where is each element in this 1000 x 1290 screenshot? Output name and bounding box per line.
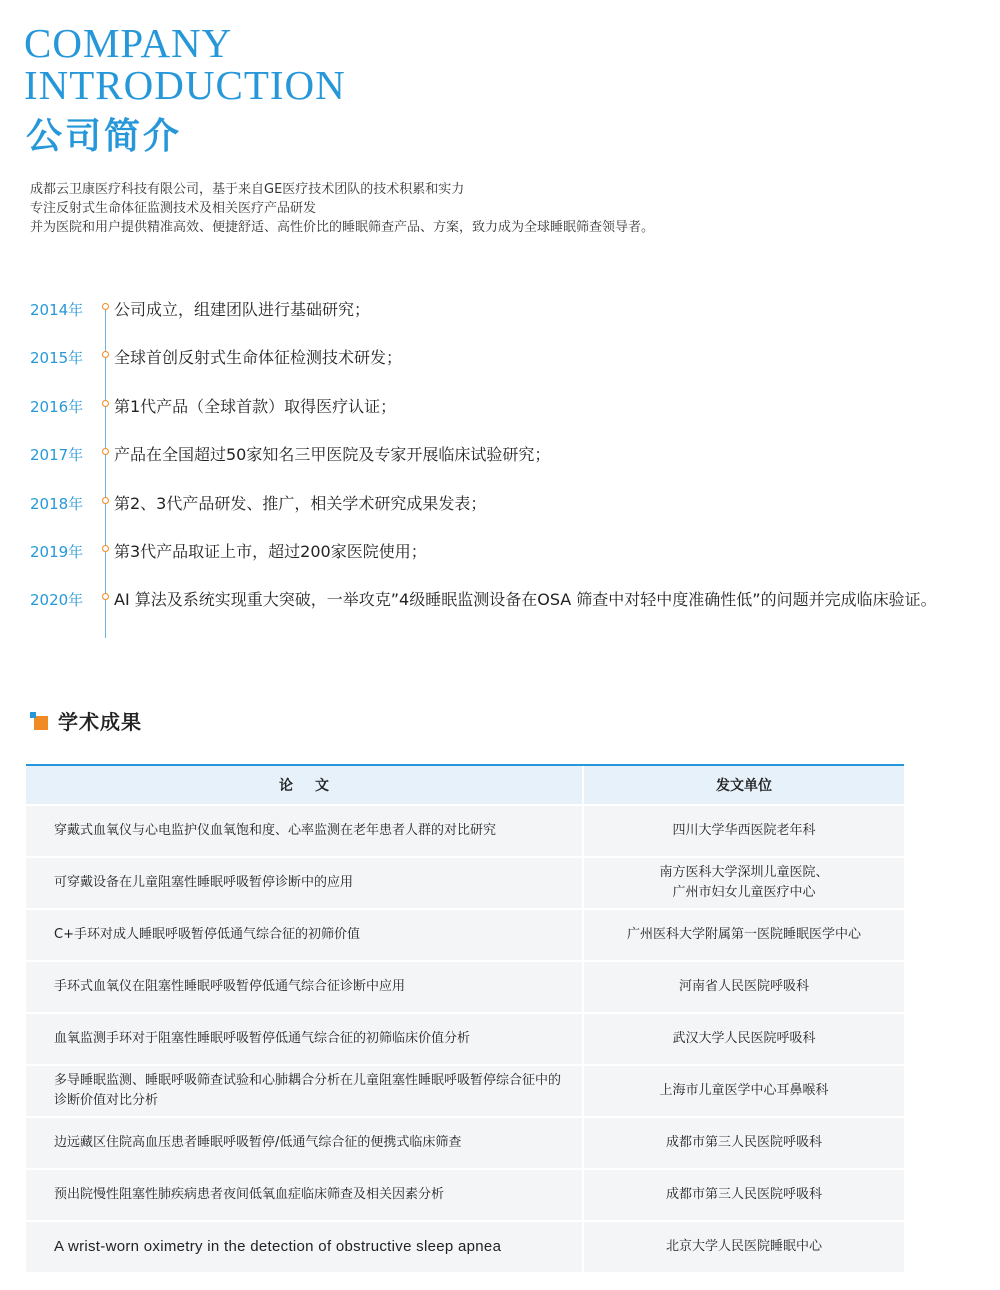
table-row [26, 960, 904, 1012]
paper-title: 手环式血氧仪在阻塞性睡眠呼吸暂停低通气综合征诊断中应用 [26, 960, 584, 1012]
title-en-line1: COMPANY [24, 20, 233, 66]
title-cn: 公司简介 [26, 116, 183, 157]
paper-unit: 南方医科大学深圳儿童医院、 广州市妇女儿童医疗中心 [584, 856, 904, 908]
timeline-dot-icon [102, 351, 109, 358]
timeline-dot-icon [102, 545, 109, 552]
column-header-unit: 发文单位 [584, 766, 904, 804]
timeline-text: 公司成立，组建团队进行基础研究； [114, 300, 371, 319]
timeline-dot-icon [102, 303, 109, 310]
table-row [26, 908, 904, 960]
intro-paragraph [30, 180, 654, 237]
paper-title: A wrist-worn oximetry in the detection of obstructive sleep apnea [26, 1220, 584, 1272]
intro-line: 专注反射式生命体征监测技术及相关医疗产品研发 [30, 201, 317, 216]
timeline-text: 产品在全国超过50家知名三甲医院及专家开展临床试验研究； [114, 445, 551, 464]
paper-title: C+手环对成人睡眠呼吸暂停低通气综合征的初筛价值 [26, 908, 584, 960]
intro-line: 并为医院和用户提供精准高效、便捷舒适、高性价比的睡眠筛查产品、方案，致力成为全球睡眠筛查领导者。 [30, 220, 655, 235]
table-row [26, 1116, 904, 1168]
timeline-year: 2019年 [30, 543, 84, 561]
paper-title: 多导睡眠监测、睡眠呼吸筛查试验和心肺耦合分析在儿童阻塞性睡眠呼吸暂停综合征中的诊断价值对比分析 [26, 1064, 584, 1116]
timeline-text: 第3代产品取证上市，超过200家医院使用； [114, 542, 427, 561]
intro-line: 成都云卫康医疗科技有限公司，基于来自GE医疗技术团队的技术积累和实力 [30, 182, 465, 197]
timeline-dot-icon [102, 593, 109, 600]
paper-unit: 北京大学人民医院睡眠中心 [584, 1220, 904, 1272]
timeline-text: AI 算法及系统实现重大突破，一举攻克”4级睡眠监测设备在OSA 筛查中对轻中度准确性低”的问题并完成临床验证。 [114, 590, 937, 609]
paper-unit: 广州医科大学附属第一医院睡眠医学中心 [584, 908, 904, 960]
paper-title: 可穿戴设备在儿童阻塞性睡眠呼吸暂停诊断中的应用 [26, 856, 584, 908]
table-row [26, 1012, 904, 1064]
timeline-year: 2017年 [30, 446, 84, 464]
timeline-text: 全球首创反射式生命体征检测技术研发； [114, 348, 403, 367]
timeline-text: 第2、3代产品研发、推广，相关学术研究成果发表； [114, 494, 487, 513]
timeline-year: 2016年 [30, 398, 84, 416]
column-header-paper: 论文 [26, 766, 584, 804]
paper-title: 血氧监测手环对于阻塞性睡眠呼吸暂停低通气综合征的初筛临床价值分析 [26, 1012, 584, 1064]
paper-title: 预出院慢性阻塞性肺疾病患者夜间低氧血症临床筛查及相关因素分析 [26, 1168, 584, 1220]
timeline-year: 2015年 [30, 349, 84, 367]
table-header-row [26, 766, 904, 804]
table-row [26, 856, 904, 908]
papers-table [26, 764, 904, 1272]
timeline-year: 2020年 [30, 591, 84, 609]
paper-unit: 武汉大学人民医院呼吸科 [584, 1012, 904, 1064]
table-row [26, 1168, 904, 1220]
timeline-year: 2014年 [30, 301, 84, 319]
paper-unit: 成都市第三人民医院呼吸科 [584, 1168, 904, 1220]
title-en-line2: INTRODUCTION [24, 62, 346, 108]
timeline-dot-icon [102, 448, 109, 455]
section-square-icon [30, 712, 48, 730]
paper-unit: 四川大学华西医院老年科 [584, 804, 904, 856]
section-title: 学术成果 [58, 710, 142, 734]
table-row [26, 1220, 904, 1272]
title-en [24, 22, 346, 106]
paper-title: 穿戴式血氧仪与心电监护仪血氧饱和度、心率监测在老年患者人群的对比研究 [26, 804, 584, 856]
paper-title: 边远藏区住院高血压患者睡眠呼吸暂停/低通气综合征的便携式临床筛查 [26, 1116, 584, 1168]
timeline-text: 第1代产品（全球首款）取得医疗认证； [114, 397, 397, 416]
paper-unit: 成都市第三人民医院呼吸科 [584, 1116, 904, 1168]
paper-unit: 上海市儿童医学中心耳鼻喉科 [584, 1064, 904, 1116]
timeline-dot-icon [102, 497, 109, 504]
timeline-year: 2018年 [30, 495, 84, 513]
table-row [26, 804, 904, 856]
timeline-dot-icon [102, 400, 109, 407]
table-row [26, 1064, 904, 1116]
paper-unit: 河南省人民医院呼吸科 [584, 960, 904, 1012]
